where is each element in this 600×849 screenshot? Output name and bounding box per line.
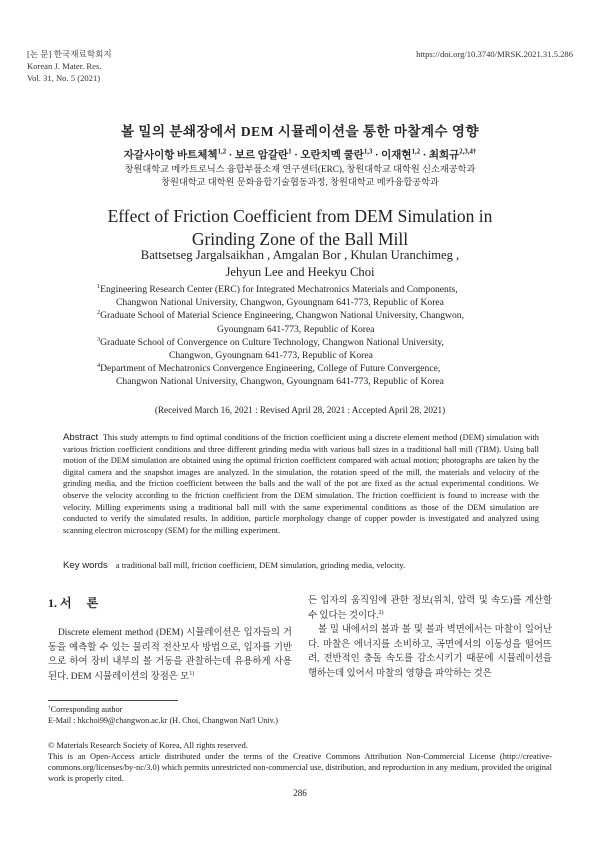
copyright: © Materials Research Society of Korea, All rights reserved. xyxy=(48,741,248,750)
intro-text: Discrete element method (DEM) 시뮬레이션은 입자들의 거동을 예측할 수 있는 물리적 전산모사 방법으로, 입자를 기반으로 하여 장비 내부의 볼 거동을 관찰하는데 유용하게 사용된다. DEM 시뮬레이션의 장점은 모 xyxy=(48,628,292,682)
intro-text: 볼 밀 내에서의 볼과 볼 및 볼과 벽면에서는 마찰이 일어난다. 마찰은 에너지를 소비하고, 곡면에서의 이동성을 떨어뜨려, 전반적인 충돌 속도를 감소시키기 때문에 시뮬레이션을 행하는데 있어서 마찰의 영향을 파악하는 것은 xyxy=(308,625,552,679)
affiliation: $^1$Engineering Research Center (ERC) for Integrated Mechatronics Materials and Components, Changwon National University, Changwon, Gyoungnam 641-773, Republic of Korea xyxy=(97,282,458,309)
journal-volume: Vol. 31, No. 5 (2021) xyxy=(27,73,101,83)
intro-right-column: 든 입자의 움직임에 관한 정보(위치, 압력 및 속도)를 계산할 수 있다는 것이다.$^{2)}$ 볼 밀 내에서의 볼과 볼 및 볼과 벽면에서는 마찰이 일어난다. 마찰은 에너지를 소비하고, 곡면에서의 이동성을 떨어뜨려, 전반적인 충돌 속도를 감소시키기 때문에 시뮬레이션을 행하는데 있어서 마찰의 영향을 파악하는 것은 xyxy=(308,594,552,682)
intro-text: 든 입자의 움직임에 관한 정보(위치, 압력 및 속도)를 계산할 수 있다는 것이다. xyxy=(308,596,552,621)
abstract-label: Abstract xyxy=(63,432,99,443)
journal-info xyxy=(27,48,112,84)
footnote: †Corresponding author E-Mail : hkchoi99@changwon.ac.kr (H. Choi, Changwon Nat'l Univ.) xyxy=(48,704,278,725)
author-ko: 보르 암갈란 xyxy=(234,150,289,161)
keywords xyxy=(63,555,405,573)
author-ko: 오란치멕 쿨란 xyxy=(300,150,364,161)
english-title: Effect of Friction Coefficient from DEM Simulation in Grinding Zone of the Ball Mill xyxy=(107,206,493,249)
footnote-rule xyxy=(48,700,178,701)
english-authors: Battsetseg Jargalsaikhan , Amgalan Bor , Khulan Uranchimeg , Jehyun Lee and Heekyu Choi xyxy=(140,248,460,279)
korean-affiliations xyxy=(0,163,600,189)
english-affiliations xyxy=(97,283,517,389)
license xyxy=(48,740,552,784)
received-dates: (Received March 16, 2021 : Revised April 28, 2021 : Accepted April 28, 2021) xyxy=(154,405,446,415)
journal-ko: [논 문] 한국재료학회지 xyxy=(27,49,112,59)
keywords-label: Key words xyxy=(63,560,108,571)
abstract-text: This study attempts to find optimal conditions of the friction coefficient using a discrete element method (DEM) simulation with various friction coefficient conditions and three different grinding media with various ball sizes in a traditional ball mill (TBM). Using ball motion of the DEM simulation are obtained using the optimal friction coefficient compared with actual motion; photographs are taken by the digital camera and the snapshot images are analyzed. In the simulation, the rotation speed of the mill, the materials and velocity of the grinding media, and the friction coefficient between the balls and the wall of the pot are fixed as the actual experimental conditions. We observe the velocity according to the friction coefficient from the DEM simulation. The friction coefficient is found to increase with the velocity. Milling experiments using a traditional ball mill with the same experimental conditions as those of the DEM simulation are conducted to verify the simulated results. In addition, particle morphology change of copper powder is investigated and analyzed using scanning electron microscopy (SEM) for the milling experiment. xyxy=(63,433,539,535)
intro-left-column: Discrete element method (DEM) 시뮬레이션은 입자들의 거동을 예측할 수 있는 물리적 전산모사 방법으로, 입자를 기반으로 하여 장비 내부의 볼 거동을 관찰하는데 유용하게 사용된다. DEM 시뮬레이션의 장점은 모$^{1)}$ xyxy=(48,628,292,682)
korean-aff-line: 창원대학교 대학원 문화융합기술협동과정, 창원대학교 메카융합공학과 xyxy=(161,177,439,187)
author-ko: 자갈사이항 바트체첵 xyxy=(123,150,218,161)
page-number: 286 xyxy=(293,788,307,798)
journal-en: Korean J. Mater. Res. xyxy=(27,61,102,71)
abstract xyxy=(63,432,539,536)
affiliation: $^2$Graduate School of Material Science Engineering, Changwon National University, Changwon, Gyoungnam 641-773, Republic of Korea xyxy=(97,309,464,335)
corresponding-email[interactable]: E-Mail : hkchoi99@changwon.ac.kr (H. Choi, Changwon Nat'l Univ.) xyxy=(48,716,278,725)
corresponding-author: Corresponding author xyxy=(50,705,123,714)
keywords-text: a traditional ball mill, friction coefficient, DEM simulation, grinding media, velocity. xyxy=(115,560,406,570)
affiliation: $^3$Graduate School of Convergence on Culture Technology, Changwon National University, Changwon, Gyoungnam 641-773, Republic of Korea xyxy=(97,335,444,362)
korean-authors: 자갈사이항 바트체첵$^{1,2}$ · 보르 암갈란$^1$ · 오란치멕 쿨란$^{1,3}$ · 이재현$^{1,2}$ · 최희규$^{2,3,4\dagger}$ xyxy=(123,148,477,161)
author-ko: 이재현 xyxy=(381,150,412,161)
author-ko: 최희규 xyxy=(428,150,460,161)
license-text: This is an Open-Access article distributed under the terms of the Creative Commons Attribution Non-Commercial License (http://creative-commons.org/licenses/by-nc/3.0) which permits unrestricted non-commercial use, distribution, and reproduction in any medium, provided the original work is properly cited. xyxy=(48,752,552,783)
korean-title: 볼 밀의 분쇄장에서 DEM 시뮬레이션을 통한 마찰계수 영향 xyxy=(120,124,480,139)
affiliation: $^4$Department of Mechatronics Convergence Engineering, College of Future Convergence, Changwon National University, Changwon, Gyoungnam 641-773, Republic of Korea xyxy=(97,362,444,388)
doi-link[interactable]: https://doi.org/10.3740/MRSK.2021.31.5.286 xyxy=(416,49,573,59)
korean-aff-line: 창원대학교 메카트로닉스 융합부품소재 연구센터(ERC), 창원대학교 대학원 신소재공학과 xyxy=(124,164,476,174)
section-heading: 1. 서 론 xyxy=(48,596,99,610)
